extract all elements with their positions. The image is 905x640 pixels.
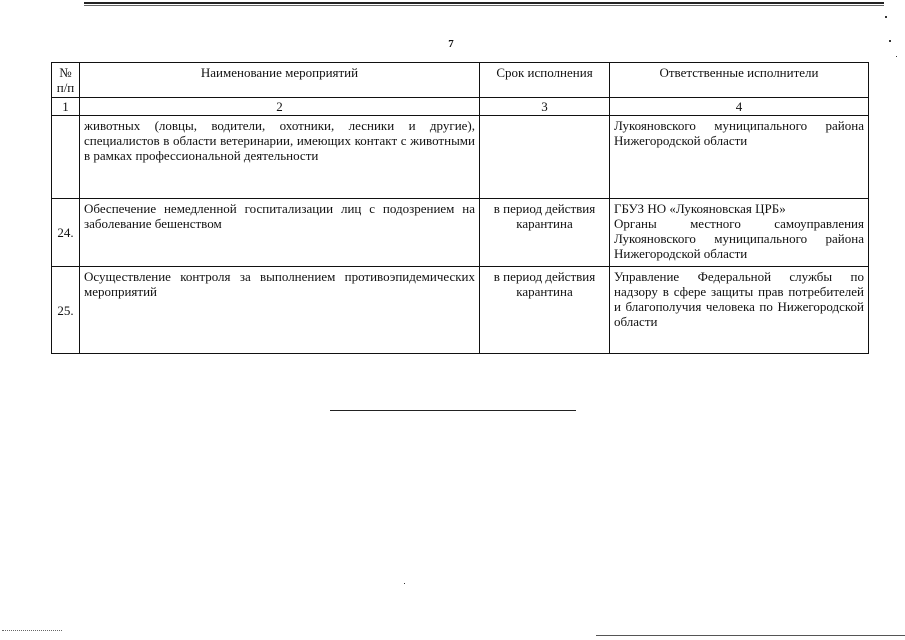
row-measure-name: Обеспечение немедленной госпитализации лиц с подозрением на заболевание бешенством (80, 199, 480, 267)
column-index-row (52, 98, 869, 116)
row-term: в период действия карантина (480, 267, 610, 354)
column-index: 4 (610, 98, 869, 116)
scan-speck (896, 56, 897, 57)
column-index: 1 (52, 98, 80, 116)
row-measure-name: Осуществление контроля за выполнением противоэпидемических мероприятий (80, 267, 480, 354)
measures-table (51, 62, 869, 354)
row-responsible (610, 199, 869, 267)
table-row (52, 116, 869, 199)
header-responsible: Ответственные исполнители (610, 63, 869, 98)
table-header-row (52, 63, 869, 98)
responsible-line: Органы местного самоуправления Лукояновского муниципального района Нижегородской области (614, 216, 864, 261)
table-row (52, 267, 869, 354)
column-index: 3 (480, 98, 610, 116)
scan-speck (885, 16, 887, 18)
scan-footer-line (596, 635, 905, 636)
row-number (52, 116, 80, 199)
closing-separator-line (330, 410, 576, 411)
row-number: 24. (52, 199, 80, 267)
header-term: Срок исполнения (480, 63, 610, 98)
column-index: 2 (80, 98, 480, 116)
page-number: 7 (448, 38, 454, 50)
row-term: в период действия карантина (480, 199, 610, 267)
header-num: № п/п (52, 63, 80, 98)
table-row (52, 199, 869, 267)
scan-speck (889, 40, 891, 42)
row-measure-name: животных (ловцы, водители, охотники, лесники и другие), специалистов в области ветеринарии, имеющих контакт с животными в рамках профессиональной деятельности (80, 116, 480, 199)
scan-corner-mark (2, 630, 62, 635)
row-responsible: Управление Федеральной службы по надзору в сфере защиты прав потребителей и благополучия человека по Нижегородской области (610, 267, 869, 354)
scan-top-border (84, 2, 884, 4)
scan-speck (404, 583, 405, 584)
responsible-line: ГБУЗ НО «Лукояновская ЦРБ» (614, 201, 786, 216)
row-responsible: Лукояновского муниципального района Нижегородской области (610, 116, 869, 199)
header-name: Наименование мероприятий (80, 63, 480, 98)
row-number: 25. (52, 267, 80, 354)
row-term (480, 116, 610, 199)
scan-top-border-shadow (84, 5, 884, 6)
